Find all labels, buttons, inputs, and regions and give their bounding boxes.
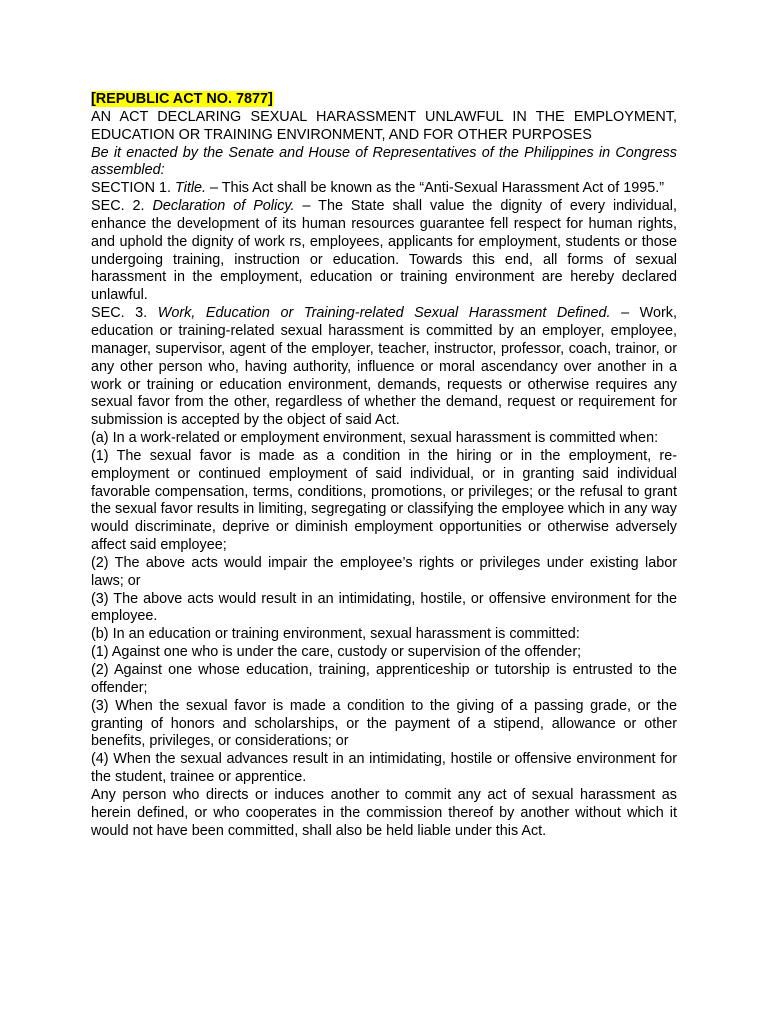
act-number-highlight: [REPUBLIC ACT NO. 7877]	[91, 91, 273, 107]
paragraph-b-3: (3) When the sexual favor is made a condition to the giving of a passing grade, or the granting of honors and scholarships, or the payment of a stipend, allowance or other benefits, privileges, or considerations; or	[91, 697, 677, 750]
paragraph-a-2: (2) The above acts would impair the employee’s rights or privileges under existing labor laws; or	[91, 554, 677, 589]
paragraph-a-3: (3) The above acts would result in an intimidating, hostile, or offensive environment for the employee.	[91, 590, 677, 625]
section-2-text: – The State shall value the dignity of every individual, enhance the development of its human resources guarantee fell respect for human rights, and uphold the dignity of work rs, employees, applicants for employment, students or those undergoing training, instruction or education. Towards this end, all forms of sexual harassment in the employment, education or training environment are hereby declared unlawful.	[91, 198, 677, 304]
paragraph-a: (a) In a work-related or employment environment, sexual harassment is committed when:	[91, 430, 659, 447]
paragraph-a-1: (1) The sexual favor is made as a condition in the hiring or in the employment, re-employment or continued employment of said individual, or in granting said individual favorable compensation, terms, conditions, promotions, or privileges; or the refusal to grant the sexual favor results in limiting, segregating or classifying the employee which in any way would discriminate, deprive or diminish employment opportunities or otherwise adversely affect said employee;	[91, 447, 677, 554]
paragraph-b-4: (4) When the sexual advances result in an intimidating, hostile or offensive environment for the student, trainee or apprentice.	[91, 751, 677, 786]
section-3-text: – Work, education or training-related sexual harassment is committed by an employer, employee, manager, supervisor, agent of the employer, teacher, instructor, professor, coach, trainor, or any other person who, having authority, influence or moral ascendancy over another in a work or training or education environment, demands, requests or otherwise requires any sexual favor from the other, regardless of whether the demand, request or requirement for submission is accepted by the object of said Act.	[91, 305, 677, 429]
section-1	[91, 180, 677, 198]
section-3-prefix: SEC. 3.	[91, 305, 158, 322]
document-page	[91, 91, 677, 840]
section-2-heading: Declaration of Policy.	[152, 198, 295, 215]
section-3	[91, 305, 677, 430]
paragraph-b-1: (1) Against one who is under the care, custody or supervision of the offender;	[91, 644, 582, 661]
section-3-heading: Work, Education or Training-related Sexual Harassment Defined.	[157, 305, 611, 322]
enacting-clause: Be it enacted by the Senate and House of Representatives of the Philippines in Congress assembled:	[91, 144, 677, 179]
header-tag-line	[91, 91, 677, 109]
section-1-text: – This Act shall be known as the “Anti-Sexual Harassment Act of 1995.”	[206, 180, 665, 197]
section-2-prefix: SEC. 2.	[91, 198, 153, 215]
paragraph-liability: Any person who directs or induces another to commit any act of sexual harassment as herein defined, or who cooperates in the commission thereof by another without which it would not have been committed, shall also be held liable under this Act.	[91, 786, 677, 839]
paragraph-b-2: (2) Against one whose education, training, apprenticeship or tutorship is entrusted to the offender;	[91, 662, 677, 696]
section-2	[91, 198, 677, 305]
section-1-heading: Title.	[174, 180, 207, 197]
section-1-prefix: SECTION 1.	[91, 180, 175, 197]
act-title: AN ACT DECLARING SEXUAL HARASSMENT UNLAWFUL IN THE EMPLOYMENT, EDUCATION OR TRAINING ENVIRONMENT, AND FOR OTHER PURPOSES	[91, 108, 677, 143]
paragraph-b: (b) In an education or training environment, sexual harassment is committed:	[91, 626, 580, 643]
